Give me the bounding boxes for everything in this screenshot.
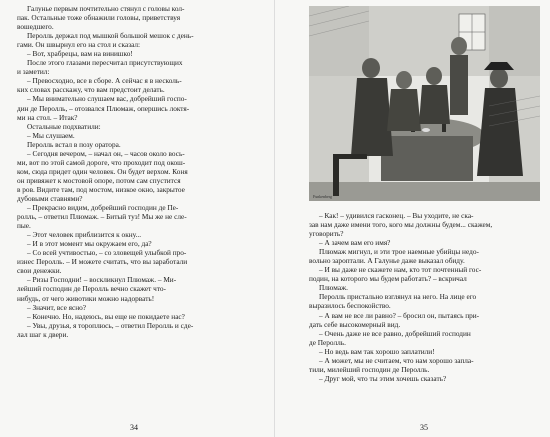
right-page-line: де Перолль. (309, 337, 346, 347)
left-page-line: – Этот человек приблизится к окну... (27, 230, 142, 240)
left-page-line: – Со всей учтивостью, – со зловещей улыбкой про- (27, 248, 187, 258)
page-number-left: 34 (130, 423, 138, 432)
right-page-line: подин, на которого мы будем работать? – вскричал (309, 274, 467, 284)
right-page-line: зав нам даже имени того, кого мы должны будем... скажем, (309, 220, 493, 230)
left-page-line: лейший господин де Перолль вечно скажет что- (17, 284, 166, 294)
left-page-line: После этого глазами пересчитал присутствующих (27, 58, 183, 68)
left-page-line: и заметил: (17, 67, 50, 77)
left-page-line: – Значит, все ясно? (27, 302, 87, 312)
left-page-line: – Конечно. Но, надеюсь, вы еще не покидаете нас? (27, 311, 185, 321)
left-page-line: – Прекрасно видим, добрейший господин де Пе- (27, 203, 179, 213)
left-page-line: ми на стол. – Итак? (17, 112, 78, 122)
left-page-text (17, 4, 255, 339)
left-page-line: – Превосходно, все в сборе. А сейчас я в несколь- (27, 76, 182, 86)
left-page-line: – Увы, друзья, я тороплюсь, – ответил Перолль и сде- (27, 320, 194, 330)
left-page-line: лал шаг к двери. (17, 329, 69, 339)
engraving-illustration (309, 6, 540, 201)
right-page-line: – А вам не все ли равно? – бросил он, пытаясь при- (319, 310, 480, 320)
right-page-line: дать себе высокомерный вид. (309, 319, 401, 329)
right-page-line: – Очень даже не все равно, добрейший господин (319, 328, 471, 338)
left-page-line: – Мы слушаем. (27, 130, 75, 140)
left-page-line: нибудь, от чего животики можно надорвать! (17, 293, 155, 303)
left-page-line: дубовыми ставнями? (17, 193, 83, 203)
left-page-line: – И в этот момент мы окружаем его, да? (27, 239, 152, 249)
right-page-line: – Друг мой, что ты этим хочешь сказать? (319, 373, 447, 383)
left-page-line: Остальные подхватили: (27, 121, 101, 131)
left-page-line: пак. Остальные тоже обнажили головы, приветствуя (17, 13, 181, 23)
right-page-line: – И вы даже не скажете нам, кто тот почтенный гос- (319, 265, 482, 275)
left-page-line: гами. Он швырнул его на стол и сказал: (17, 40, 141, 50)
left-page-line: ких словах расскажу, что вам предстоит делать. (17, 85, 165, 95)
left-page-line: свои денежки. (17, 266, 62, 276)
right-page-line: Плюмаж. (319, 283, 348, 293)
right-page-text (309, 211, 539, 383)
left-page-line: – Вот, храбрецы, вам на винишко! (27, 49, 133, 59)
right-page-line: уговорить? (309, 229, 344, 239)
illustration-signature: Funkenberg (313, 194, 333, 199)
left-page-line: Перолль встал в позу оратора. (27, 139, 121, 149)
left-page-line: – Мы внимательно слушаем вас, добрейший госпо- (27, 94, 187, 104)
right-page-line: тили, милейший господин де Перолль. (309, 364, 430, 374)
left-page-line: дин де Перолль, – отозвался Плюмаж, опершись локтя- (17, 103, 190, 113)
left-page-line: – Ризы Господни! – воскликнул Плюмаж. – Ми- (27, 275, 177, 285)
left-page-line: вошедшего. (17, 22, 54, 32)
page-number-right: 35 (420, 423, 428, 432)
left-page-line: изнес Перолль. – И можете считать, что вы заработали (17, 257, 188, 267)
left-page-line: ми, вот по этой самой дороге, что проходит под окош- (17, 157, 186, 167)
right-page-line: вольно зароптали. А Галунье даже выказал обиду. (309, 256, 465, 266)
left-page-line: Перолль держал под мышкой большой мешок с день- (27, 31, 194, 41)
left-page-line: пые. (17, 221, 31, 231)
left-page-line: он привяжет к мостовой опоре, потом сам спустится (17, 175, 181, 185)
right-page-line: – Как! – удивился гасконец. – Вы уходите, не ска- (319, 211, 474, 220)
right-page-line: – Но ведь вам так хорошо заплатили! (319, 346, 435, 356)
left-page-line: – Сегодня вечером, – начал он, – часов около вось- (27, 148, 185, 158)
right-page-line: Перолль пристально взглянул на него. На лице его (319, 292, 477, 302)
right-page-line: Плюмаж мигнул, и эти трое наемные убийцы недо- (319, 247, 479, 257)
left-page-line: ролль, – ответил Плюмаж. – Битый туз! Мы же не сле- (17, 212, 187, 222)
right-page-line: – А зачем вам его имя? (319, 238, 391, 248)
left-page-line: в ров. Видите там, под мостом, низкое окно, закрытое (17, 184, 185, 194)
left-page-line: Галунье первым почтительно стянул с головы кол- (27, 4, 185, 13)
right-page-line: – А может, мы не считаем, что нам хорошо запла- (319, 355, 474, 365)
left-page-line: ком, сюда придет один человек. Он будет верхом. Коня (17, 166, 188, 176)
right-page-line: выразилось беспокойство. (309, 301, 391, 311)
